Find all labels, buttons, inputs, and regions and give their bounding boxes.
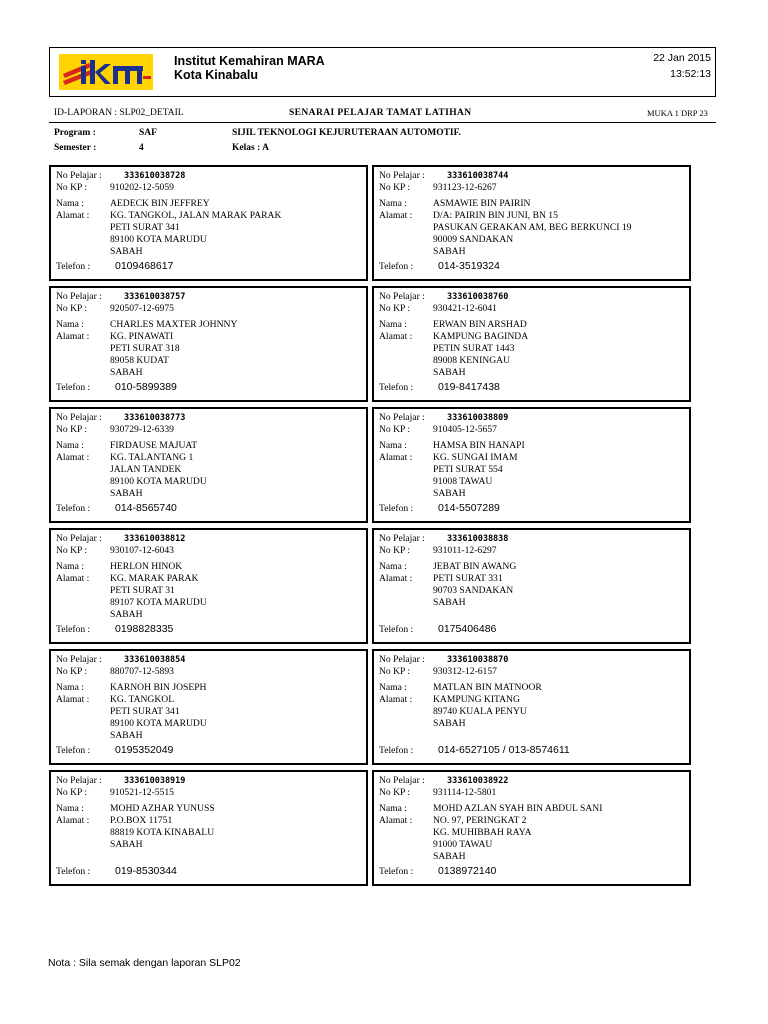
alamat-label: Alamat : — [56, 210, 90, 221]
student-card — [372, 407, 691, 523]
address-line: SABAH — [110, 367, 143, 378]
address-line: PETI SURAT 341 — [110, 222, 180, 233]
institution-city: Kota Kinabalu — [174, 68, 259, 82]
student-number: 333610038812 — [124, 534, 186, 544]
alamat-label: Alamat : — [379, 331, 413, 342]
student-card — [372, 770, 691, 886]
telefon-label: Telefon : — [56, 866, 91, 877]
student-card — [49, 407, 368, 523]
no-kp-label: No KP : — [56, 787, 88, 798]
student-address — [110, 452, 207, 500]
address-line: 90703 SANDAKAN — [433, 585, 514, 596]
no-kp-label: No KP : — [379, 303, 411, 314]
student-name: ERWAN BIN ARSHAD — [433, 319, 527, 330]
no-pelajar-label: No Pelajar : — [56, 775, 102, 786]
phone-number: 014-3519324 — [438, 260, 500, 272]
alamat-label: Alamat : — [56, 694, 90, 705]
ic-number: 910202-12-5059 — [110, 182, 174, 193]
report-id: ID-LAPORAN : SLP02_DETAIL — [54, 108, 184, 118]
address-line: SABAH — [433, 718, 466, 729]
report-title: SENARAI PELAJAR TAMAT LATIHAN — [289, 108, 472, 118]
no-pelajar-label: No Pelajar : — [379, 654, 425, 665]
no-pelajar-label: No Pelajar : — [379, 775, 425, 786]
no-pelajar-label: No Pelajar : — [56, 654, 102, 665]
ic-number: 931123-12-6267 — [433, 182, 497, 193]
address-line: 91000 TAWAU — [433, 839, 493, 850]
address-line: PASUKAN GERAKAN AM, BEG BERKUNCI 19 — [433, 222, 632, 233]
student-name: MOHD AZHAR YUNUSS — [110, 803, 215, 814]
address-line: 89008 KENINGAU — [433, 355, 511, 366]
no-pelajar-label: No Pelajar : — [379, 533, 425, 544]
address-line: NO. 97, PERINGKAT 2 — [433, 815, 527, 826]
address-line: SABAH — [433, 597, 466, 608]
address-line: SABAH — [110, 609, 143, 620]
no-kp-label: No KP : — [379, 182, 411, 193]
program-code: SAF — [139, 128, 157, 138]
no-pelajar-label: No Pelajar : — [379, 170, 425, 181]
address-line: PETI SURAT 554 — [433, 464, 503, 475]
no-kp-label: No KP : — [56, 424, 88, 435]
alamat-label: Alamat : — [379, 573, 413, 584]
ic-number: 880707-12-5893 — [110, 666, 174, 677]
report-header — [49, 47, 716, 97]
student-name: HERLON HINOK — [110, 561, 183, 572]
student-address — [110, 694, 207, 742]
address-line: KG. MUHIBBAH RAYA — [433, 827, 532, 838]
student-name: AEDECK BIN JEFFREY — [110, 198, 210, 209]
student-name: FIRDAUSE MAJUAT — [110, 440, 198, 451]
address-line: SABAH — [110, 839, 143, 850]
phone-number: 0198828335 — [115, 623, 174, 635]
student-address — [433, 210, 631, 258]
student-name: ASMAWIE BIN PAIRIN — [433, 198, 531, 209]
phone-number: 0175406486 — [438, 623, 497, 635]
report-date: 22 Jan 2015 — [653, 52, 711, 64]
student-number: 333610038919 — [124, 776, 186, 786]
address-line: SABAH — [110, 730, 143, 741]
address-line: KAMPUNG BAGINDA — [433, 331, 529, 342]
student-number: 333610038760 — [447, 292, 509, 302]
ic-number: 931011-12-6297 — [433, 545, 497, 556]
no-pelajar-label: No Pelajar : — [56, 412, 102, 423]
nama-label: Nama : — [379, 440, 407, 451]
nama-label: Nama : — [56, 440, 84, 451]
address-line: KG. SUNGAI IMAM — [433, 452, 518, 463]
alamat-label: Alamat : — [379, 815, 413, 826]
ic-number: 930421-12-6041 — [433, 303, 497, 314]
phone-number: 0138972140 — [438, 865, 497, 877]
telefon-label: Telefon : — [379, 382, 414, 393]
semester-label: Semester : — [54, 143, 97, 153]
student-number: 333610038838 — [447, 534, 509, 544]
address-line: SABAH — [110, 246, 143, 257]
student-address — [433, 573, 513, 609]
telefon-label: Telefon : — [379, 261, 414, 272]
address-line: 88819 KOTA KINABALU — [110, 827, 215, 838]
address-line: 89100 KOTA MARUDU — [110, 476, 207, 487]
phone-number: 019-8417438 — [438, 381, 500, 393]
institution-name: Institut Kemahiran MARA — [174, 54, 325, 68]
ic-number: 930729-12-6339 — [110, 424, 174, 435]
address-line: KG. PINAWATI — [110, 331, 174, 342]
alamat-label: Alamat : — [56, 815, 90, 826]
phone-number: 010-5899389 — [115, 381, 177, 393]
alamat-label: Alamat : — [379, 694, 413, 705]
nama-label: Nama : — [56, 319, 84, 330]
alamat-label: Alamat : — [56, 452, 90, 463]
student-card — [49, 165, 368, 281]
program-name: SIJIL TEKNOLOGI KEJURUTERAAN AUTOMOTIF. — [232, 128, 461, 138]
student-address — [110, 331, 180, 379]
telefon-label: Telefon : — [56, 382, 91, 393]
student-card — [49, 649, 368, 765]
address-line: PETI SURAT 341 — [110, 706, 180, 717]
telefon-label: Telefon : — [379, 745, 414, 756]
address-line: 89100 KOTA MARUDU — [110, 718, 207, 729]
student-address — [110, 573, 207, 621]
no-kp-label: No KP : — [379, 787, 411, 798]
alamat-label: Alamat : — [56, 331, 90, 342]
phone-number: 014-8565740 — [115, 502, 177, 514]
no-kp-label: No KP : — [379, 424, 411, 435]
address-line: KG. TANGKOL — [110, 694, 175, 705]
student-address — [433, 331, 528, 379]
student-card — [49, 528, 368, 644]
nama-label: Nama : — [56, 682, 84, 693]
telefon-label: Telefon : — [56, 503, 91, 514]
ic-number: 930312-12-6157 — [433, 666, 497, 677]
ic-number: 930107-12-6043 — [110, 545, 174, 556]
no-kp-label: No KP : — [56, 666, 88, 677]
student-number: 333610038809 — [447, 413, 509, 423]
no-kp-label: No KP : — [56, 303, 88, 314]
nama-label: Nama : — [379, 803, 407, 814]
student-name: MATLAN BIN MATNOOR — [433, 682, 542, 693]
student-address — [433, 815, 532, 863]
nama-label: Nama : — [379, 561, 407, 572]
ic-number: 910521-12-5515 — [110, 787, 174, 798]
ic-number: 931114-12-5801 — [433, 787, 497, 798]
address-line: SABAH — [433, 246, 466, 257]
address-line: KAMPUNG KITANG — [433, 694, 520, 705]
phone-number: 0195352049 — [115, 744, 174, 756]
student-address — [433, 694, 527, 730]
student-card — [49, 286, 368, 402]
no-pelajar-label: No Pelajar : — [379, 291, 425, 302]
student-number: 333610038870 — [447, 655, 509, 665]
address-line: D/A: PAIRIN BIN JUNI, BN 15 — [433, 210, 558, 221]
student-number: 333610038744 — [447, 171, 509, 181]
address-line: KG. TALANTANG 1 — [110, 452, 194, 463]
address-line: PETI SURAT 31 — [110, 585, 175, 596]
address-line: PETI SURAT 318 — [110, 343, 180, 354]
class-label: Kelas : A — [232, 143, 269, 153]
address-line: KG. MARAK PARAK — [110, 573, 199, 584]
telefon-label: Telefon : — [379, 866, 414, 877]
address-line: PETI SURAT 331 — [433, 573, 503, 584]
address-line: P.O.BOX 11751 — [110, 815, 173, 826]
address-line: 91008 TAWAU — [433, 476, 493, 487]
address-line: 89107 KOTA MARUDU — [110, 597, 207, 608]
address-line: JALAN TANDEK — [110, 464, 182, 475]
student-name: HAMSA BIN HANAPI — [433, 440, 525, 451]
page-number: MUKA 1 DRP 23 — [647, 108, 708, 118]
ic-number: 910405-12-5657 — [433, 424, 497, 435]
alamat-label: Alamat : — [56, 573, 90, 584]
no-pelajar-label: No Pelajar : — [56, 170, 102, 181]
phone-number: 019-8530344 — [115, 865, 177, 877]
report-time: 13:52:13 — [670, 68, 711, 80]
address-line: SABAH — [433, 367, 466, 378]
student-number: 333610038728 — [124, 171, 186, 181]
ikm-logo — [59, 54, 153, 90]
semester-value: 4 — [139, 143, 144, 153]
student-number: 333610038773 — [124, 413, 186, 423]
student-card — [372, 528, 691, 644]
student-card — [372, 165, 691, 281]
footer-note: Nota : Sila semak dengan laporan SLP02 — [48, 957, 241, 969]
student-address — [110, 210, 281, 258]
phone-number: 014-6527105 / 013-8574611 — [438, 744, 570, 756]
address-line: 90009 SANDAKAN — [433, 234, 514, 245]
address-line: SABAH — [110, 488, 143, 499]
no-pelajar-label: No Pelajar : — [56, 533, 102, 544]
phone-number: 0109468617 — [115, 260, 174, 272]
student-card — [49, 770, 368, 886]
alamat-label: Alamat : — [379, 210, 413, 221]
no-kp-label: No KP : — [56, 182, 88, 193]
nama-label: Nama : — [379, 198, 407, 209]
telefon-label: Telefon : — [56, 624, 91, 635]
no-kp-label: No KP : — [379, 666, 411, 677]
address-line: 89740 KUALA PENYU — [433, 706, 527, 717]
program-label: Program : — [54, 128, 96, 138]
address-line: SABAH — [433, 488, 466, 499]
student-address — [110, 815, 214, 851]
nama-label: Nama : — [56, 198, 84, 209]
student-number: 333610038922 — [447, 776, 509, 786]
student-number: 333610038757 — [124, 292, 186, 302]
no-pelajar-label: No Pelajar : — [56, 291, 102, 302]
nama-label: Nama : — [56, 561, 84, 572]
student-number: 333610038854 — [124, 655, 186, 665]
alamat-label: Alamat : — [379, 452, 413, 463]
address-line: PETIN SURAT 1443 — [433, 343, 515, 354]
ic-number: 920507-12-6975 — [110, 303, 174, 314]
student-name: JEBAT BIN AWANG — [433, 561, 517, 572]
student-name: KARNOH BIN JOSEPH — [110, 682, 207, 693]
no-pelajar-label: No Pelajar : — [379, 412, 425, 423]
no-kp-label: No KP : — [56, 545, 88, 556]
address-line: SABAH — [433, 851, 466, 862]
telefon-label: Telefon : — [379, 503, 414, 514]
address-line: 89058 KUDAT — [110, 355, 169, 366]
student-card — [372, 649, 691, 765]
telefon-label: Telefon : — [56, 261, 91, 272]
student-name: CHARLES MAXTER JOHNNY — [110, 319, 238, 330]
no-kp-label: No KP : — [379, 545, 411, 556]
nama-label: Nama : — [56, 803, 84, 814]
nama-label: Nama : — [379, 682, 407, 693]
student-name: MOHD AZLAN SYAH BIN ABDUL SANI — [433, 803, 603, 814]
address-line: 89100 KOTA MARUDU — [110, 234, 207, 245]
address-line: KG. TANGKOL, JALAN MARAK PARAK — [110, 210, 282, 221]
telefon-label: Telefon : — [379, 624, 414, 635]
student-address — [433, 452, 517, 500]
phone-number: 014-5507289 — [438, 502, 500, 514]
student-card — [372, 286, 691, 402]
nama-label: Nama : — [379, 319, 407, 330]
divider — [49, 122, 716, 123]
telefon-label: Telefon : — [56, 745, 91, 756]
